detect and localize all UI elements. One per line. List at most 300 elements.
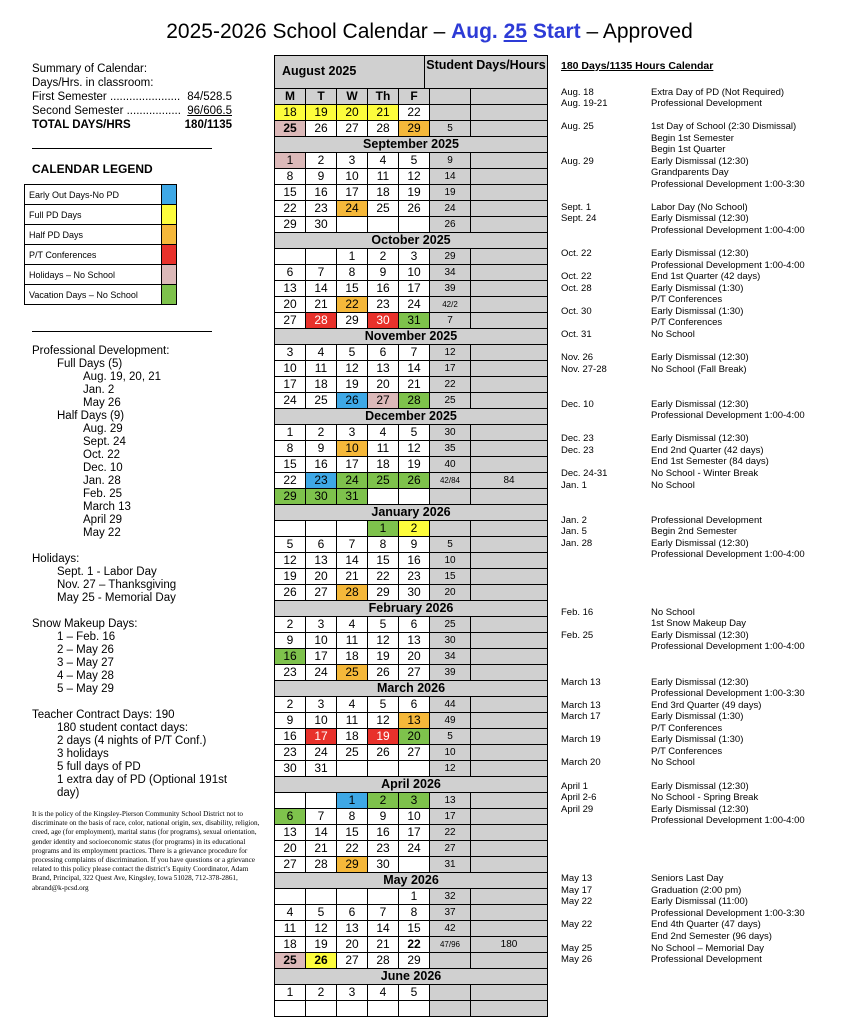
day-cell: 28 bbox=[399, 393, 430, 408]
day-cell: 22 bbox=[275, 201, 306, 216]
pd-full-heading: Full Days (5) bbox=[57, 358, 123, 370]
semester-total bbox=[471, 201, 547, 216]
day-cell: 25 bbox=[275, 121, 306, 136]
month-label: September 2025 bbox=[275, 137, 547, 153]
event-date: Nov. 27-28 bbox=[561, 364, 607, 375]
weekday-header bbox=[275, 89, 547, 105]
semester-total bbox=[471, 361, 547, 376]
day-cell: 22 bbox=[337, 297, 368, 312]
nondiscrimination-policy: It is the policy of the Kingsley-Pierson Community School District not to discriminate on the basis of race, color, national origin, sex, disability, religion, creed, age (for employment), marital status (for programs), sexual orientation, gender identity and socioeconomic status (for programs) in its educational programs and its employment practices. There is a grievance procedure for processing complaints of discrimination. If you have questions or a grievance related to this policy please contact the district’s Equity Coordinator, Adam Brand, Principal, 322 Quest Ave, Kingsley, Iowa 51028, 712-378-2861, abrand@k-pcsd.org bbox=[32, 810, 260, 892]
day-cell: 4 bbox=[275, 905, 306, 920]
snow-heading: Snow Makeup Days: bbox=[32, 618, 138, 630]
day-cell: 10 bbox=[306, 713, 337, 728]
student-days-count: 34 bbox=[430, 649, 471, 664]
event-text: No School (Fall Break) bbox=[651, 364, 747, 375]
day-cell: 15 bbox=[337, 825, 368, 840]
day-cell: 13 bbox=[275, 281, 306, 296]
day-cell: 4 bbox=[337, 697, 368, 712]
day-cell: 13 bbox=[275, 825, 306, 840]
day-cell: 13 bbox=[399, 713, 430, 728]
event-text: Professional Development 1:00-3:30 bbox=[651, 908, 805, 919]
day-cell: 10 bbox=[399, 809, 430, 824]
day-cell: 24 bbox=[399, 297, 430, 312]
semester-total bbox=[471, 793, 547, 808]
semester-total bbox=[471, 441, 547, 456]
semester-total bbox=[471, 569, 547, 584]
day-cell: 31 bbox=[399, 313, 430, 328]
summary-label: TOTAL DAYS/HRS bbox=[32, 119, 131, 131]
day-cell: 6 bbox=[306, 537, 337, 552]
pd-half-item: Dec. 10 bbox=[83, 462, 123, 474]
summary-row-first bbox=[32, 90, 232, 104]
event-date: May 17 bbox=[561, 885, 593, 896]
day-cell: 1 bbox=[275, 425, 306, 440]
day-cell: 6 bbox=[399, 697, 430, 712]
semester-total bbox=[471, 121, 547, 136]
event-date: April 1 bbox=[561, 781, 588, 792]
legend-item bbox=[25, 225, 177, 245]
event-text: Early Dismissal (12:30) bbox=[651, 433, 749, 444]
student-days-count: 13 bbox=[430, 793, 471, 808]
semester-total bbox=[471, 809, 547, 824]
day-cell: 21 bbox=[368, 937, 399, 952]
holiday-item: Sept. 1 - Labor Day bbox=[57, 566, 157, 578]
event-text: P/T Conferences bbox=[651, 294, 723, 305]
event-date: Jan. 1 bbox=[561, 480, 587, 491]
title-prefix: 2025-2026 School Calendar – bbox=[166, 20, 452, 43]
event-date: May 26 bbox=[561, 954, 593, 965]
event-text: Early Dismissal (1:30) bbox=[651, 734, 744, 745]
week-row bbox=[275, 553, 547, 569]
day-cell: 29 bbox=[337, 857, 368, 872]
day-cell: 9 bbox=[399, 537, 430, 552]
event-date: Nov. 26 bbox=[561, 352, 594, 363]
day-cell: 2 bbox=[306, 425, 337, 440]
day-cell: 15 bbox=[275, 457, 306, 472]
day-cell: 14 bbox=[337, 553, 368, 568]
student-days-count: 22 bbox=[430, 377, 471, 392]
student-days-count: 42/84 bbox=[430, 473, 471, 488]
day-cell: 13 bbox=[368, 361, 399, 376]
day-cell: 8 bbox=[275, 169, 306, 184]
day-cell bbox=[337, 761, 368, 776]
day-cell bbox=[368, 1001, 399, 1016]
week-row bbox=[275, 345, 547, 361]
week-row bbox=[275, 1001, 547, 1016]
day-cell: 13 bbox=[337, 921, 368, 936]
day-cell: 10 bbox=[337, 441, 368, 456]
student-days-count: 42/2 bbox=[430, 297, 471, 312]
week-row bbox=[275, 313, 547, 329]
semester-total bbox=[471, 265, 547, 280]
event-date: Feb. 25 bbox=[561, 630, 594, 641]
day-cell: 8 bbox=[368, 537, 399, 552]
day-cell: 18 bbox=[275, 937, 306, 952]
day-cell: 10 bbox=[275, 361, 306, 376]
month-label: March 2026 bbox=[275, 681, 547, 697]
day-cell: 29 bbox=[368, 585, 399, 600]
day-cell: 24 bbox=[306, 665, 337, 680]
spacer bbox=[32, 605, 247, 618]
day-cell: 18 bbox=[337, 729, 368, 744]
week-row bbox=[275, 105, 547, 121]
day-cell: 20 bbox=[275, 841, 306, 856]
legend-item bbox=[25, 185, 177, 205]
semester-total bbox=[471, 553, 547, 568]
day-cell: 23 bbox=[306, 473, 337, 488]
day-cell: 26 bbox=[306, 121, 337, 136]
week-row bbox=[275, 649, 547, 665]
day-cell: 19 bbox=[399, 457, 430, 472]
student-days-count: 26 bbox=[430, 217, 471, 232]
snow-item: 4 – May 28 bbox=[57, 670, 114, 682]
event-text: Professional Development 1:00-4:00 bbox=[651, 815, 805, 826]
divider bbox=[32, 331, 212, 332]
spacer bbox=[32, 696, 247, 709]
day-cell bbox=[337, 217, 368, 232]
day-cell: 20 bbox=[337, 937, 368, 952]
student-days-count: 25 bbox=[430, 393, 471, 408]
month-label: December 2025 bbox=[275, 409, 547, 425]
day-cell: 9 bbox=[368, 265, 399, 280]
month-label: June 2026 bbox=[275, 969, 547, 985]
day-cell: 20 bbox=[337, 105, 368, 120]
day-cell bbox=[275, 889, 306, 904]
week-row bbox=[275, 217, 547, 233]
semester-total bbox=[471, 169, 547, 184]
semester-total bbox=[471, 857, 547, 872]
day-cell: 10 bbox=[399, 265, 430, 280]
event-text: End 1st Quarter (42 days) bbox=[651, 271, 761, 282]
weekday-label: M bbox=[275, 89, 306, 104]
semester-total bbox=[471, 377, 547, 392]
summary-row-second bbox=[32, 104, 232, 118]
day-cell: 8 bbox=[337, 265, 368, 280]
event-text: Professional Development 1:00-4:00 bbox=[651, 410, 805, 421]
day-cell: 8 bbox=[337, 809, 368, 824]
day-cell bbox=[337, 889, 368, 904]
day-cell: 3 bbox=[337, 425, 368, 440]
pd-heading: Professional Development: bbox=[32, 345, 170, 357]
event-text: 1st Snow Makeup Day bbox=[651, 618, 747, 629]
day-cell: 17 bbox=[337, 185, 368, 200]
day-cell bbox=[368, 217, 399, 232]
month-label: May 2026 bbox=[275, 873, 547, 889]
legend-item bbox=[25, 265, 177, 285]
event-text: Early Dismissal (12:30) bbox=[651, 156, 749, 167]
day-cell: 28 bbox=[306, 313, 337, 328]
summary-value: 84/528.5 bbox=[187, 91, 232, 103]
day-cell: 30 bbox=[368, 857, 399, 872]
semester-total bbox=[471, 585, 547, 600]
day-cell: 2 bbox=[368, 793, 399, 808]
day-cell: 17 bbox=[275, 377, 306, 392]
legend-label: Vacation Days – No School bbox=[25, 285, 162, 305]
student-days-count bbox=[430, 1001, 471, 1016]
month-label: August 2025 bbox=[275, 56, 425, 88]
week-row bbox=[275, 633, 547, 649]
day-cell: 3 bbox=[399, 249, 430, 264]
event-text: Early Dismissal (12:30) bbox=[651, 399, 749, 410]
day-cell bbox=[306, 889, 337, 904]
day-cell: 24 bbox=[306, 745, 337, 760]
day-cell: 3 bbox=[306, 617, 337, 632]
day-cell: 6 bbox=[275, 809, 306, 824]
student-days-header: Student Days/Hours bbox=[425, 56, 547, 88]
day-cell: 5 bbox=[399, 985, 430, 1000]
day-cell bbox=[275, 1001, 306, 1016]
snow-item: 3 – May 27 bbox=[57, 657, 114, 669]
event-text: No School - Winter Break bbox=[651, 468, 759, 479]
student-days-count: 10 bbox=[430, 745, 471, 760]
day-cell: 14 bbox=[306, 281, 337, 296]
event-date: Oct. 28 bbox=[561, 283, 592, 294]
day-cell: 2 bbox=[306, 153, 337, 168]
title-suffix: – Approved bbox=[580, 20, 693, 43]
week-row bbox=[275, 921, 547, 937]
day-cell: 26 bbox=[368, 665, 399, 680]
semester-total bbox=[471, 953, 547, 968]
day-cell: 11 bbox=[337, 633, 368, 648]
day-cell: 18 bbox=[306, 377, 337, 392]
legend-swatch bbox=[162, 245, 177, 265]
day-cell: 12 bbox=[368, 713, 399, 728]
event-text: Graduation (2:00 pm) bbox=[651, 885, 742, 896]
week-row bbox=[275, 713, 547, 729]
contract-item: 2 days (4 nights of P/T Conf.) bbox=[57, 735, 207, 747]
day-cell: 1 bbox=[337, 793, 368, 808]
day-cell: 21 bbox=[368, 105, 399, 120]
semester-total bbox=[471, 713, 547, 728]
day-cell: 2 bbox=[368, 249, 399, 264]
event-text: No School bbox=[651, 480, 695, 491]
student-days-count: 5 bbox=[430, 121, 471, 136]
day-cell: 23 bbox=[275, 665, 306, 680]
event-date: March 13 bbox=[561, 700, 601, 711]
event-date: May 22 bbox=[561, 919, 593, 930]
pd-half-item: Oct. 22 bbox=[83, 449, 121, 461]
student-days-count: 44 bbox=[430, 697, 471, 712]
semester-total bbox=[471, 697, 547, 712]
student-days-count: 32 bbox=[430, 889, 471, 904]
student-days-count: 42 bbox=[430, 921, 471, 936]
day-cell: 23 bbox=[368, 297, 399, 312]
day-cell: 25 bbox=[368, 201, 399, 216]
calendar-grid bbox=[274, 55, 548, 1017]
divider bbox=[32, 148, 212, 149]
day-cell: 1 bbox=[275, 153, 306, 168]
week-row bbox=[275, 665, 547, 681]
student-days-count: 47/96 bbox=[430, 937, 471, 952]
event-date: April 2-6 bbox=[561, 792, 597, 803]
week-row bbox=[275, 121, 547, 137]
day-cell: 23 bbox=[368, 841, 399, 856]
day-cell: 26 bbox=[399, 473, 430, 488]
event-text: Begin 1st Quarter bbox=[651, 144, 726, 155]
summary-row-total bbox=[32, 118, 232, 132]
day-cell: 24 bbox=[337, 201, 368, 216]
day-cell: 15 bbox=[337, 281, 368, 296]
day-cell bbox=[399, 1001, 430, 1016]
day-cell: 14 bbox=[399, 361, 430, 376]
week-row bbox=[275, 905, 547, 921]
day-cell: 19 bbox=[368, 729, 399, 744]
title-start: Start bbox=[532, 20, 581, 43]
day-cell: 4 bbox=[368, 985, 399, 1000]
day-cell: 3 bbox=[337, 985, 368, 1000]
week-row bbox=[275, 457, 547, 473]
semester-total bbox=[471, 1001, 547, 1016]
day-cell: 15 bbox=[399, 921, 430, 936]
day-cell bbox=[399, 489, 430, 504]
day-cell: 9 bbox=[368, 809, 399, 824]
student-days-count: 15 bbox=[430, 569, 471, 584]
semester-total bbox=[471, 841, 547, 856]
day-cell: 24 bbox=[399, 841, 430, 856]
day-cell: 1 bbox=[368, 521, 399, 536]
day-cell bbox=[306, 793, 337, 808]
day-cell: 10 bbox=[337, 169, 368, 184]
student-days-count: 40 bbox=[430, 457, 471, 472]
day-cell: 17 bbox=[337, 457, 368, 472]
legend-label: Holidays – No School bbox=[25, 265, 162, 285]
event-text: Early Dismissal (12:30) bbox=[651, 538, 749, 549]
day-cell: 9 bbox=[275, 633, 306, 648]
event-text: End 1st Semester (84 days) bbox=[651, 456, 769, 467]
semester-total: 84 bbox=[471, 473, 547, 488]
student-days-count: 39 bbox=[430, 281, 471, 296]
day-cell: 6 bbox=[399, 617, 430, 632]
holidays-heading: Holidays: bbox=[32, 553, 80, 565]
student-days-count: 19 bbox=[430, 185, 471, 200]
day-cell: 30 bbox=[399, 585, 430, 600]
student-days-count: 30 bbox=[430, 633, 471, 648]
day-cell bbox=[368, 889, 399, 904]
day-cell: 17 bbox=[399, 825, 430, 840]
event-text: Begin 1st Semester bbox=[651, 133, 734, 144]
student-days-count: 24 bbox=[430, 201, 471, 216]
day-cell: 27 bbox=[337, 121, 368, 136]
day-cell: 6 bbox=[368, 345, 399, 360]
calendar-summary bbox=[32, 62, 232, 132]
student-days-count bbox=[430, 953, 471, 968]
calendar-legend bbox=[24, 184, 177, 305]
day-cell bbox=[368, 761, 399, 776]
day-cell: 29 bbox=[399, 953, 430, 968]
day-cell bbox=[275, 793, 306, 808]
day-cell: 16 bbox=[368, 825, 399, 840]
pd-half-item: Aug. 29 bbox=[83, 423, 123, 435]
legend-item bbox=[25, 245, 177, 265]
student-days-count: 5 bbox=[430, 729, 471, 744]
day-cell: 12 bbox=[275, 553, 306, 568]
event-text: Professional Development bbox=[651, 98, 762, 109]
day-cell: 5 bbox=[399, 425, 430, 440]
week-row bbox=[275, 249, 547, 265]
event-text: Early Dismissal (12:30) bbox=[651, 630, 749, 641]
event-text: Early Dismissal (12:30) bbox=[651, 781, 749, 792]
event-text: P/T Conferences bbox=[651, 317, 723, 328]
legend-swatch bbox=[162, 185, 177, 205]
day-cell: 21 bbox=[399, 377, 430, 392]
month-label: October 2025 bbox=[275, 233, 547, 249]
event-date: Aug. 18 bbox=[561, 87, 594, 98]
day-cell: 23 bbox=[399, 569, 430, 584]
day-cell: 12 bbox=[399, 441, 430, 456]
event-text: Early Dismissal (12:30) bbox=[651, 248, 749, 259]
semester-total bbox=[471, 345, 547, 360]
pd-half-item: Jan. 28 bbox=[83, 475, 121, 487]
day-cell: 5 bbox=[275, 537, 306, 552]
day-cell: 12 bbox=[337, 361, 368, 376]
event-text: Early Dismissal (11:00) bbox=[651, 896, 748, 907]
event-date: Jan. 2 bbox=[561, 515, 587, 526]
legend-title: CALENDAR LEGEND bbox=[32, 162, 153, 176]
pd-half-item: Sept. 24 bbox=[83, 436, 126, 448]
day-cell: 9 bbox=[306, 441, 337, 456]
pd-half-item: April 29 bbox=[83, 514, 122, 526]
student-days-count: 20 bbox=[430, 585, 471, 600]
contract-heading: Teacher Contract Days: 190 bbox=[32, 709, 175, 721]
day-cell: 27 bbox=[399, 745, 430, 760]
week-row bbox=[275, 761, 547, 777]
week-row bbox=[275, 617, 547, 633]
day-cell: 22 bbox=[337, 841, 368, 856]
page-title bbox=[0, 20, 859, 44]
title-aug: Aug. bbox=[451, 20, 498, 43]
event-date: Jan. 5 bbox=[561, 526, 587, 537]
day-cell: 5 bbox=[399, 153, 430, 168]
day-cell: 28 bbox=[306, 857, 337, 872]
total-cell bbox=[471, 89, 547, 104]
event-text: Professional Development 1:00-4:00 bbox=[651, 549, 805, 560]
day-cell: 13 bbox=[399, 633, 430, 648]
semester-total bbox=[471, 521, 547, 536]
snow-item: 5 – May 29 bbox=[57, 683, 114, 695]
day-cell bbox=[399, 761, 430, 776]
event-text: No School – Memorial Day bbox=[651, 943, 764, 954]
day-cell: 10 bbox=[306, 633, 337, 648]
week-row bbox=[275, 953, 547, 969]
day-cell: 7 bbox=[306, 809, 337, 824]
day-cell: 6 bbox=[337, 905, 368, 920]
week-row bbox=[275, 745, 547, 761]
student-days-count bbox=[430, 105, 471, 120]
event-text: Professional Development bbox=[651, 515, 762, 526]
day-cell: 16 bbox=[275, 729, 306, 744]
event-text: Begin 2nd Semester bbox=[651, 526, 738, 537]
semester-total bbox=[471, 105, 547, 120]
legend-swatch bbox=[162, 285, 177, 305]
week-row bbox=[275, 361, 547, 377]
student-days-count: 22 bbox=[430, 825, 471, 840]
day-cell: 21 bbox=[337, 569, 368, 584]
day-cell: 20 bbox=[399, 649, 430, 664]
day-cell: 11 bbox=[306, 361, 337, 376]
calendar-header bbox=[275, 56, 547, 89]
student-days-count: 37 bbox=[430, 905, 471, 920]
day-cell: 23 bbox=[275, 745, 306, 760]
day-cell bbox=[275, 249, 306, 264]
event-text: No School bbox=[651, 329, 695, 340]
event-text: Early Dismissal (12:30) bbox=[651, 213, 749, 224]
day-cell: 17 bbox=[306, 649, 337, 664]
event-date: Sept. 1 bbox=[561, 202, 592, 213]
title-day: 25 bbox=[503, 20, 527, 43]
day-cell: 7 bbox=[399, 345, 430, 360]
student-days-count: 49 bbox=[430, 713, 471, 728]
semester-total bbox=[471, 297, 547, 312]
